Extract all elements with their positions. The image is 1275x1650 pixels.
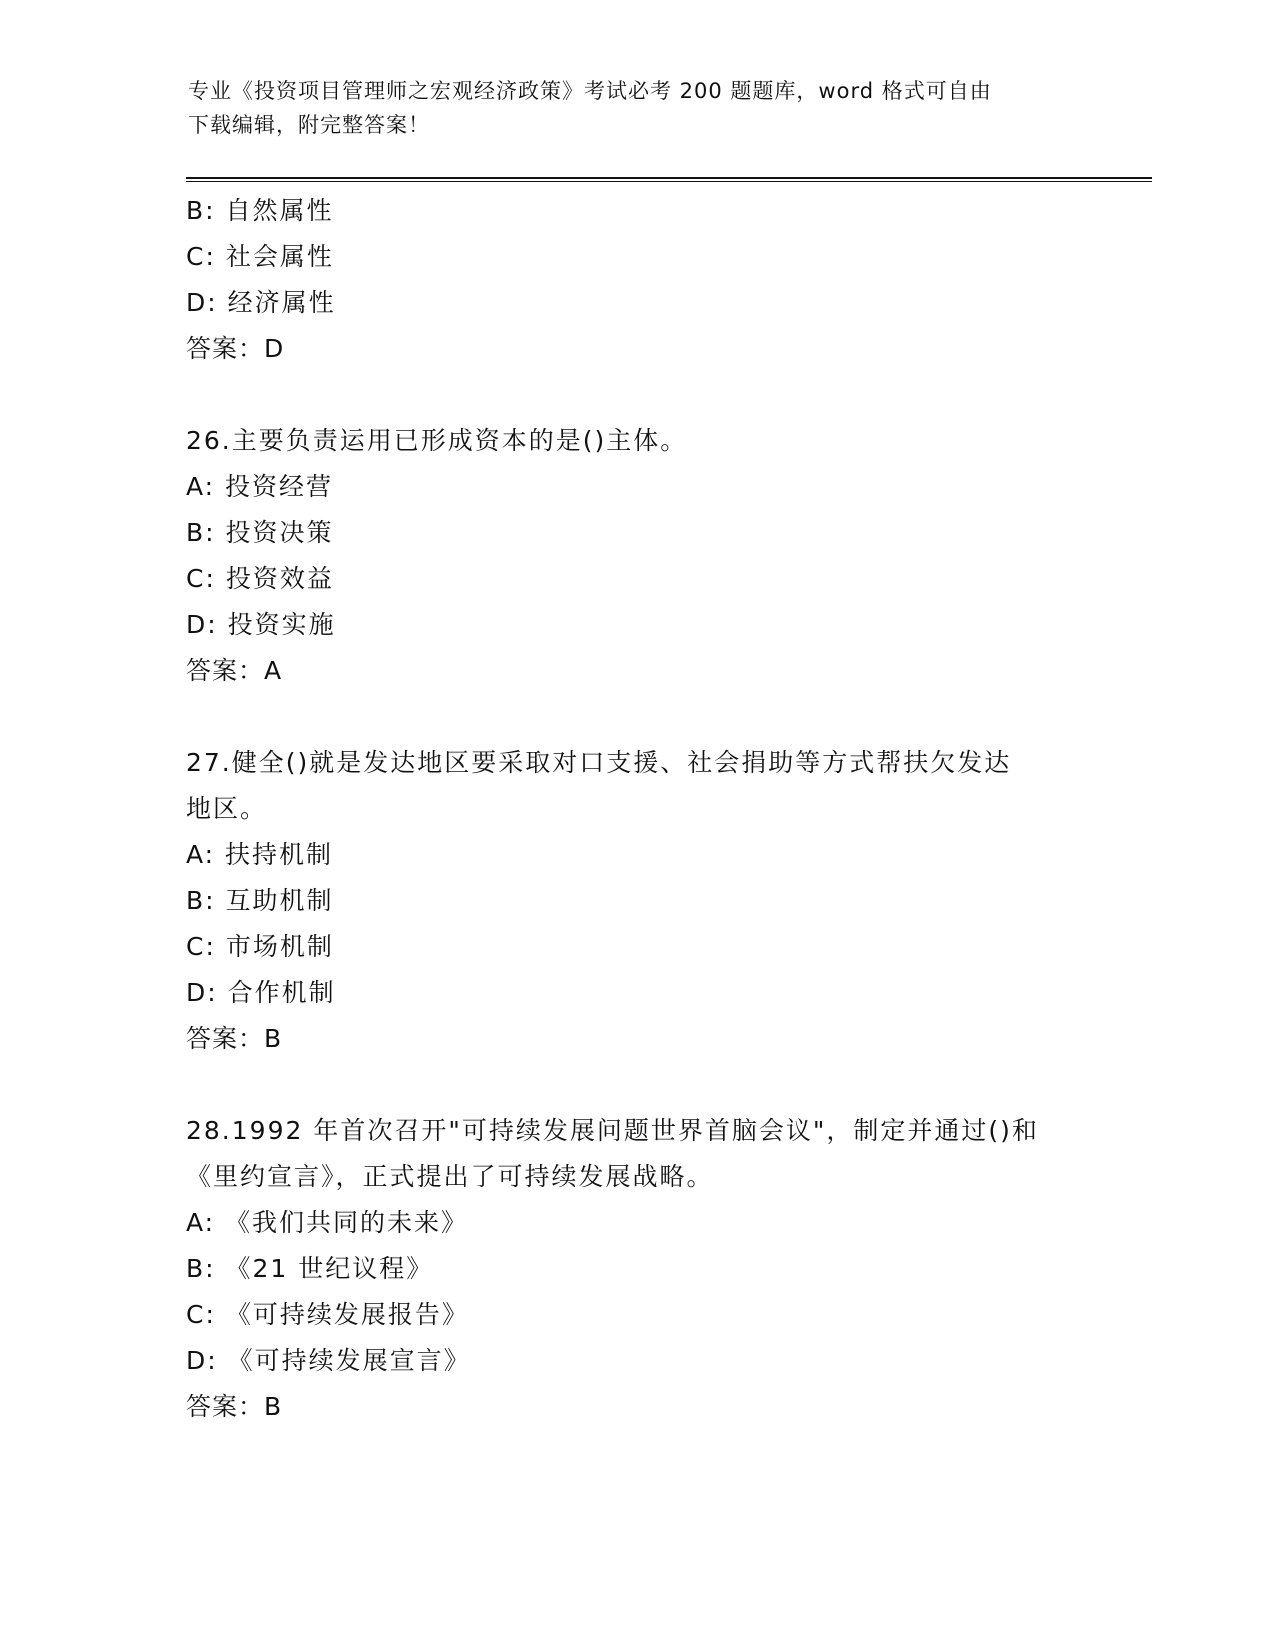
option-b: B: 互助机制 [186, 886, 334, 915]
question-stem-line-2: 地区。 [186, 794, 268, 823]
header-line-1: 专业《投资项目管理师之宏观经济政策》考试必考 200 题题库，word 格式可自由 [188, 79, 992, 103]
question-27-block [186, 740, 1146, 1062]
question-list [186, 188, 1146, 1430]
answer-line: 答案：A [186, 656, 283, 685]
option-c: C: 投资效益 [186, 564, 334, 593]
question-stem-line-1: 28.1992 年首次召开"可持续发展问题世界首脑会议"，制定并通过()和 [186, 1116, 1039, 1145]
option-d: D: 《可持续发展宣言》 [186, 1346, 471, 1375]
header-line-2: 下载编辑，附完整答案！ [188, 113, 430, 137]
option-b: B: 投资决策 [186, 518, 334, 547]
header-divider [186, 177, 1152, 182]
option-c: C: 市场机制 [186, 932, 334, 961]
spacer [186, 1062, 1146, 1108]
question-stem: 26.主要负责运用已形成资本的是()主体。 [186, 426, 688, 455]
option-a: A: 投资经营 [186, 472, 334, 501]
question-stem-line-1: 27.健全()就是发达地区要采取对口支援、社会捐助等方式帮扶欠发达 [186, 748, 1012, 777]
option-a: A: 扶持机制 [186, 840, 334, 869]
option-b: B: 自然属性 [186, 196, 334, 225]
option-c: C: 《可持续发展报告》 [186, 1300, 469, 1329]
question-28-block [186, 1108, 1146, 1430]
option-a: A: 《我们共同的未来》 [186, 1208, 469, 1237]
document-header [188, 74, 1088, 142]
spacer [186, 372, 1146, 418]
option-d: D: 合作机制 [186, 978, 336, 1007]
spacer [186, 694, 1146, 740]
question-26-block [186, 418, 1146, 694]
option-d: D: 投资实施 [186, 610, 336, 639]
answer-line: 答案：B [186, 1392, 283, 1421]
option-b: B: 《21 世纪议程》 [186, 1254, 434, 1283]
answer-line: 答案：B [186, 1024, 283, 1053]
question-25-block [186, 188, 1146, 372]
option-d: D: 经济属性 [186, 288, 336, 317]
answer-line: 答案：D [186, 334, 285, 363]
option-c: C: 社会属性 [186, 242, 334, 271]
question-stem-line-2: 《里约宣言》，正式提出了可持续发展战略。 [186, 1162, 714, 1191]
